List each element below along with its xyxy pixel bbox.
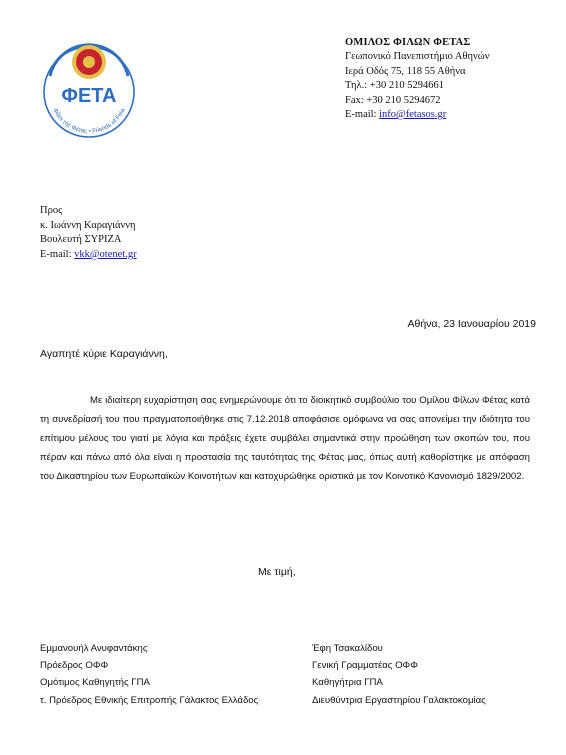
signatory-left [40,640,258,709]
org-header [345,36,489,122]
closing: Με τιμή, [258,566,296,578]
recipient-block [40,204,137,262]
logo-seal-center [83,56,95,68]
greeting: Αγαπητέ κύριε Καραγιάννη, [40,348,168,360]
recipient-email-link[interactable]: vkk@otenet.gr [74,248,137,260]
signatory-left-title-1: Πρόεδρος ΟΦΦ [40,660,109,672]
org-email-line [345,108,489,122]
signatory-right-title-3: Διευθύντρια Εργαστηρίου Γαλακτοκομίας [312,694,486,706]
logo-wordmark: ΦΕΤΑ [61,85,117,107]
letter-date: Αθήνα, 23 Ιανουαρίου 2019 [407,318,536,330]
feta-logo-graphic [40,24,138,156]
signatory-right-title-2: Καθηγήτρια ΓΠΑ [312,677,383,689]
org-email-link[interactable]: info@fetasos.gr [379,109,447,121]
recipient-to: Προς [40,205,63,216]
signatory-left-title-3: τ. Πρόεδρος Εθνικής Επιτροπής Γάλακτος Ελλάδος [40,694,259,706]
letter-body: Με ιδιαίτερη ευχαρίστηση σας ενημερώνουμε ότι το διοικητικό συμβούλιο του Ομίλου Φίλων Φέτας κατά τη συνεδρίασή του που πραγματοποιήθηκε στις 7.12.2018 αποφάσισε ομόφωνα να σας απονείμει την ιδιότητα του επίτιμου μέλους του γιατί με λόγια και πράξεις έχετε συμβάλει σημαντικά στην προώθηση των σκοπών του, που πέραν και πάνω από όλα είναι η προστασία της ταυτότητας της Φέτας μας, όπως αυτή καθορίστηκε με απόφαση του Δικαστηρίου των Ευρωπαϊκών Κοινοτήτων και κατοχυρώθηκε οριστικά με τον Κοινοτικό Κανονισμό 1829/2002. [40,395,530,483]
signatory-right-title-1: Γενική Γραμματέας ΟΦΦ [312,660,418,672]
org-name: ΟΜΙΛΟΣ ΦΙΛΩΝ ΦΕΤΑΣ [345,37,471,48]
recipient-name: κ. Ιωάννη Καραγιάννη [40,219,136,231]
signatory-right-name: Έφη Τσακαλίδου [312,643,383,654]
org-fax: Fax: +30 210 5294672 [345,94,441,106]
signatory-left-title-2: Ομότιμος Καθηγητής ΓΠΑ [40,677,150,689]
org-email-label: E-mail: [345,109,380,121]
recipient-email-line [40,248,137,263]
recipient-email-label: E-mail: [40,248,75,260]
signatory-right [312,640,486,709]
org-institution: Γεωπονικό Πανεπιστήμιο Αθηνών [345,51,490,63]
feta-logo [40,24,138,156]
org-address: Ιερά Οδός 75, 118 55 Αθήνα [345,65,466,77]
org-phone: Τηλ.: +30 210 5294661 [345,80,444,92]
recipient-role: Βουλευτή ΣΥΡΙΖΑ [40,234,122,246]
signatory-left-name: Εμμανουήλ Ανυφαντάκης [40,643,148,654]
logo-ring-text: Φίλοι της Φέτας • Friends of Feta [51,107,127,136]
